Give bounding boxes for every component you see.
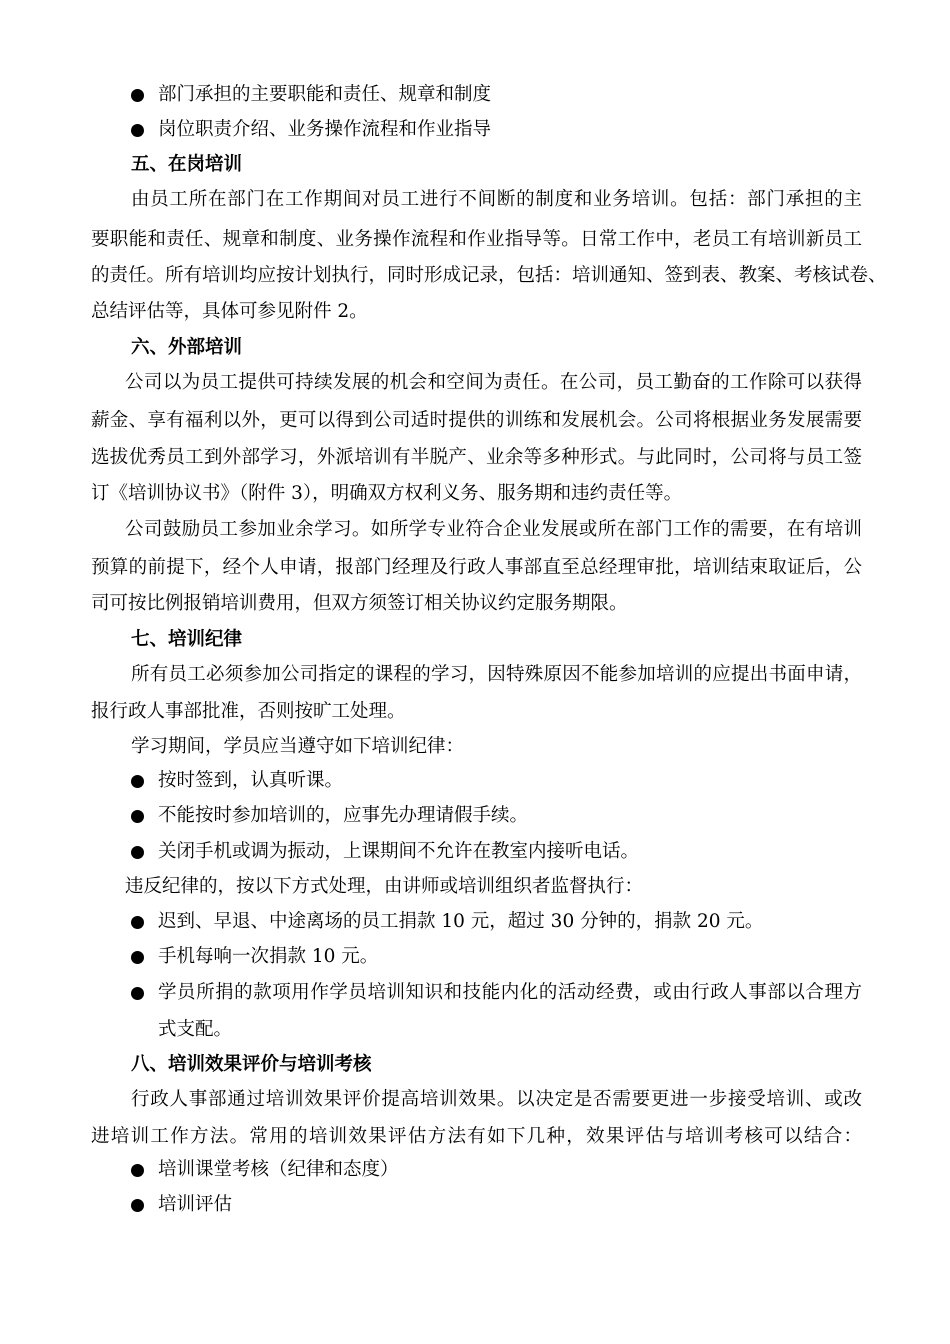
list-item: 培训课堂考核（纪律和态度） [0,1158,950,1182]
bullet-icon [131,775,144,788]
list-item: 学员所捐的款项用作学员培训知识和技能内化的活动经费，或由行政人事部以合理方 [0,981,950,1005]
bullet-icon [131,846,144,859]
paragraph-line: 进培训工作方法。常用的培训效果评估方法有如下几种，效果评估与培训考核可以结合： [91,1126,862,1147]
list-item-continuation: 式支配。 [158,1019,233,1040]
list-item: 培训评估 [0,1193,950,1217]
bullet-icon [131,1164,144,1177]
bullet-icon [131,1199,144,1212]
paragraph-line: 司可按比例报销培训费用，但双方须签订相关协议约定服务期限。 [91,593,628,614]
section-heading: 六、外部培训 [131,337,243,358]
paragraph-line: 选拔优秀员工到外部学习，外派培训有半脱产、业余等多种形式。与此同时，公司将与员工签 [91,447,862,468]
paragraph-line: 要职能和责任、规章和制度、业务操作流程和作业指导等。日常工作中，老员工有培训新员工 [91,229,862,250]
bullet-icon [131,89,144,102]
paragraph-line: 公司以为员工提供可持续发展的机会和空间为责任。在公司，员工勤奋的工作除可以获得 [125,372,862,393]
bullet-icon [131,951,144,964]
paragraph-line: 的责任。所有培训均应按计划执行，同时形成记录，包括：培训通知、签到表、教案、考核试卷、 [91,265,887,286]
paragraph-line: 所有员工必须参加公司指定的课程的学习，因特殊原因不能参加培训的应提出书面申请， [131,664,862,685]
paragraph-line: 公司鼓励员工参加业余学习。如所学专业符合企业发展或所在部门工作的需要，在有培训 [125,519,862,540]
paragraph-line: 行政人事部通过培训效果评价提高培训效果。以决定是否需要更进一步接受培训、或改 [131,1089,862,1110]
paragraph-line: 学习期间，学员应当遵守如下培训纪律： [131,736,465,757]
paragraph-line: 总结评估等，具体可参见附件 2。 [91,301,368,322]
section-heading: 七、培训纪律 [131,629,243,650]
list-item: 迟到、早退、中途离场的员工捐款 10 元，超过 30 分钟的，捐款 20 元。 [0,910,950,934]
bullet-icon [131,810,144,823]
list-item: 不能按时参加培训的，应事先办理请假手续。 [0,804,950,828]
list-item: 部门承担的主要职能和责任、规章和制度 [0,83,950,107]
list-item: 按时签到，认真听课。 [0,769,950,793]
bullet-icon [131,987,144,1000]
list-item: 关闭手机或调为振动，上课期间不允许在教室内接听电话。 [0,840,950,864]
paragraph-line: 薪金、享有福利以外，更可以得到公司适时提供的训练和发展机会。公司将根据业务发展需要 [91,410,862,431]
list-item: 岗位职责介绍、业务操作流程和作业指导 [0,118,950,142]
paragraph-line: 报行政人事部批准，否则按旷工处理。 [91,701,406,722]
section-heading: 五、在岗培训 [131,154,243,175]
bullet-icon [131,916,144,929]
bullet-icon [131,124,144,137]
paragraph-line: 预算的前提下，经个人申请，报部门经理及行政人事部直至总经理审批，培训结束取证后，公 [91,557,862,578]
paragraph-line: 订《培训协议书》（附件 3），明确双方权利义务、服务期和违约责任等。 [91,483,683,504]
section-heading: 八、培训效果评价与培训考核 [131,1054,372,1075]
paragraph-line: 违反纪律的，按以下方式处理，由讲师或培训组织者监督执行： [125,876,644,897]
paragraph-line: 由员工所在部门在工作期间对员工进行不间断的制度和业务培训。包括：部门承担的主 [131,189,862,210]
list-item: 手机每响一次捐款 10 元。 [0,945,950,969]
